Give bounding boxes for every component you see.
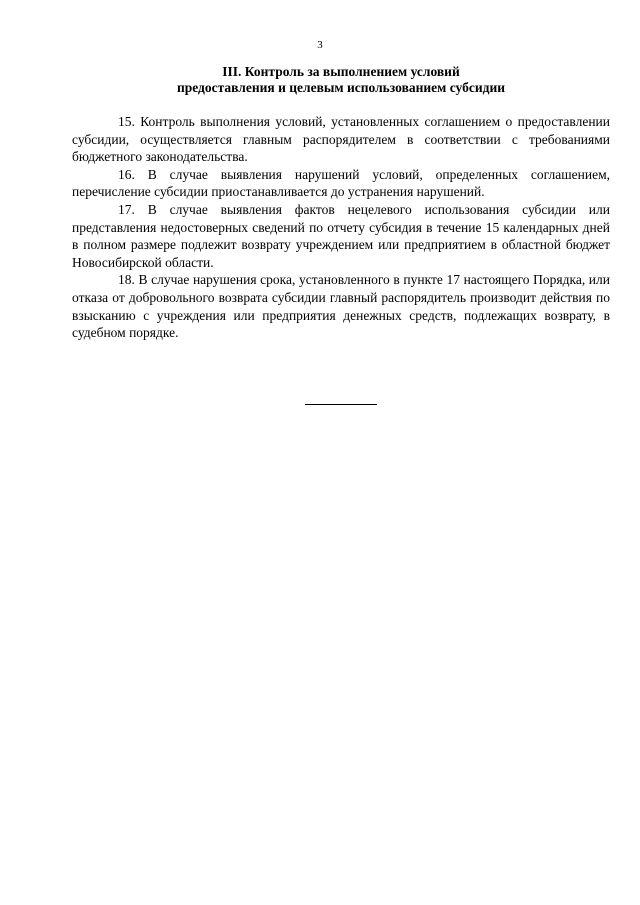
end-divider-line xyxy=(305,404,377,405)
page-number: 3 xyxy=(317,39,323,51)
paragraph-17: 17. В случае выявления фактов нецелевого использования субсидии или представления недостоверных сведений по отчету субсидия в течение 15 календарных дней в полном размере подлежит возврату учреждением или предприятием в областной бюджет Новосибирской области. xyxy=(72,201,610,270)
paragraph-15: 15. Контроль выполнения условий, установленных соглашением о предоставлении субсидии, осуществляется главным распорядителем в соответствии с требованиями бюджетного законодательства. xyxy=(72,114,610,165)
section-heading-line-1: III. Контроль за выполнением условий xyxy=(222,64,460,79)
section-body xyxy=(72,113,610,342)
section-heading xyxy=(72,64,610,96)
paragraph-16: 16. В случае выявления нарушений условий, определенных соглашением, перечисление субсидии приостанавливается до устранения нарушений. xyxy=(72,166,610,200)
section-heading-line-2: предоставления и целевым использованием субсидии xyxy=(176,80,506,95)
paragraph-18: 18. В случае нарушения срока, установленного в пункте 17 настоящего Порядка, или отказа от добровольного возврата субсидии главный распорядитель производит действия по взысканию с учреждения или предприятия денежных средств, подлежащих возврату, в судебном порядке. xyxy=(72,272,610,341)
